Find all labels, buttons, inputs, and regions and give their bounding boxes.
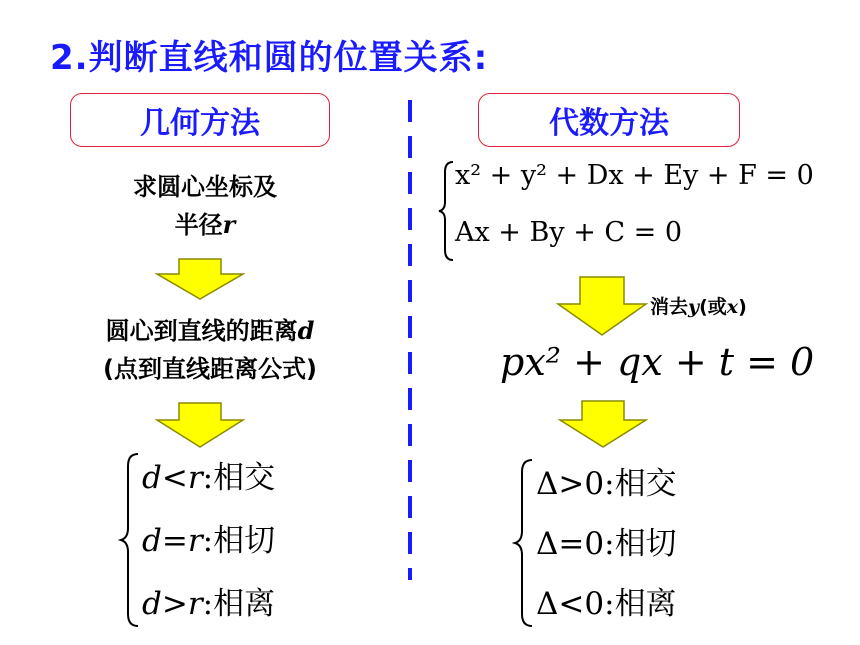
algebraic-method-box: [478, 93, 740, 147]
case-result: 相交: [213, 460, 276, 496]
distance-label: 圆心到直线的距离: [105, 317, 298, 345]
case-lhs: d: [142, 586, 162, 622]
step-center-radius-line1: 求圆心坐标及: [133, 173, 277, 201]
case-lhs: Δ: [536, 586, 559, 622]
case-rhs: 0: [584, 526, 605, 562]
case-lhs: Δ: [536, 526, 559, 562]
radius-label: 半径: [174, 211, 223, 239]
left-case-separate: d>r:相离: [142, 586, 276, 622]
case-result: 相切: [213, 523, 276, 559]
case-rhs: r: [187, 460, 203, 496]
system-equation-line: Ax + By + C = 0: [455, 217, 683, 248]
system-brace: [436, 160, 456, 262]
down-arrow-icon: [558, 400, 648, 448]
case-op: <: [558, 586, 585, 622]
case-op: =: [558, 526, 585, 562]
step-center-radius-line2: [80, 206, 330, 244]
case-op: >: [558, 466, 585, 502]
left-case-tangent: d=r:相切: [142, 523, 276, 559]
case-lhs: d: [142, 523, 162, 559]
down-arrow-icon: [155, 402, 245, 448]
case-op: =: [161, 523, 188, 559]
algebraic-method-label: 代数方法: [549, 106, 669, 141]
left-case-intersect: d<r:相交: [142, 460, 276, 496]
step-distance-line1: [60, 312, 360, 350]
eliminate-suffix: ): [738, 296, 747, 318]
case-result: 相离: [213, 586, 276, 622]
eliminate-prefix: 消去: [650, 296, 689, 318]
eliminate-mid: (或: [699, 296, 727, 318]
eliminate-var2: x: [726, 296, 739, 318]
case-lhs: d: [142, 460, 162, 496]
right-case-intersect: Δ>0:相交: [536, 466, 677, 502]
dashed-divider: [408, 100, 412, 580]
page-title: 2.判断直线和圆的位置关系:: [50, 38, 489, 78]
geometric-method-box: [70, 93, 330, 147]
step-distance: [60, 312, 360, 388]
case-result: 相切: [614, 526, 677, 562]
radius-var: r: [222, 210, 236, 239]
right-case-tangent: Δ=0:相切: [536, 526, 677, 562]
case-lhs: Δ: [536, 466, 559, 502]
geometric-method-label: 几何方法: [140, 106, 260, 141]
distance-var: d: [297, 316, 315, 345]
down-arrow-icon: [155, 258, 245, 300]
right-cases-brace: [512, 458, 536, 628]
case-rhs: r: [187, 586, 203, 622]
right-case-separate: Δ<0:相离: [536, 586, 677, 622]
case-rhs: 0: [584, 586, 605, 622]
step-center-radius: [80, 168, 330, 244]
quadratic-equation: px² + qx + t = 0: [500, 340, 815, 384]
eliminate-note: [650, 292, 747, 319]
eliminate-var1: y: [688, 296, 700, 318]
case-op: <: [161, 460, 188, 496]
case-op: >: [161, 586, 188, 622]
case-rhs: r: [187, 523, 203, 559]
left-cases-brace: [118, 452, 142, 628]
step-distance-line2: (点到直线距离公式): [103, 355, 317, 383]
down-arrow-icon: [556, 276, 648, 336]
case-result: 相离: [614, 586, 677, 622]
case-rhs: 0: [584, 466, 605, 502]
system-equation-circle: x² + y² + Dx + Ey + F = 0: [455, 160, 814, 191]
case-result: 相交: [614, 466, 677, 502]
